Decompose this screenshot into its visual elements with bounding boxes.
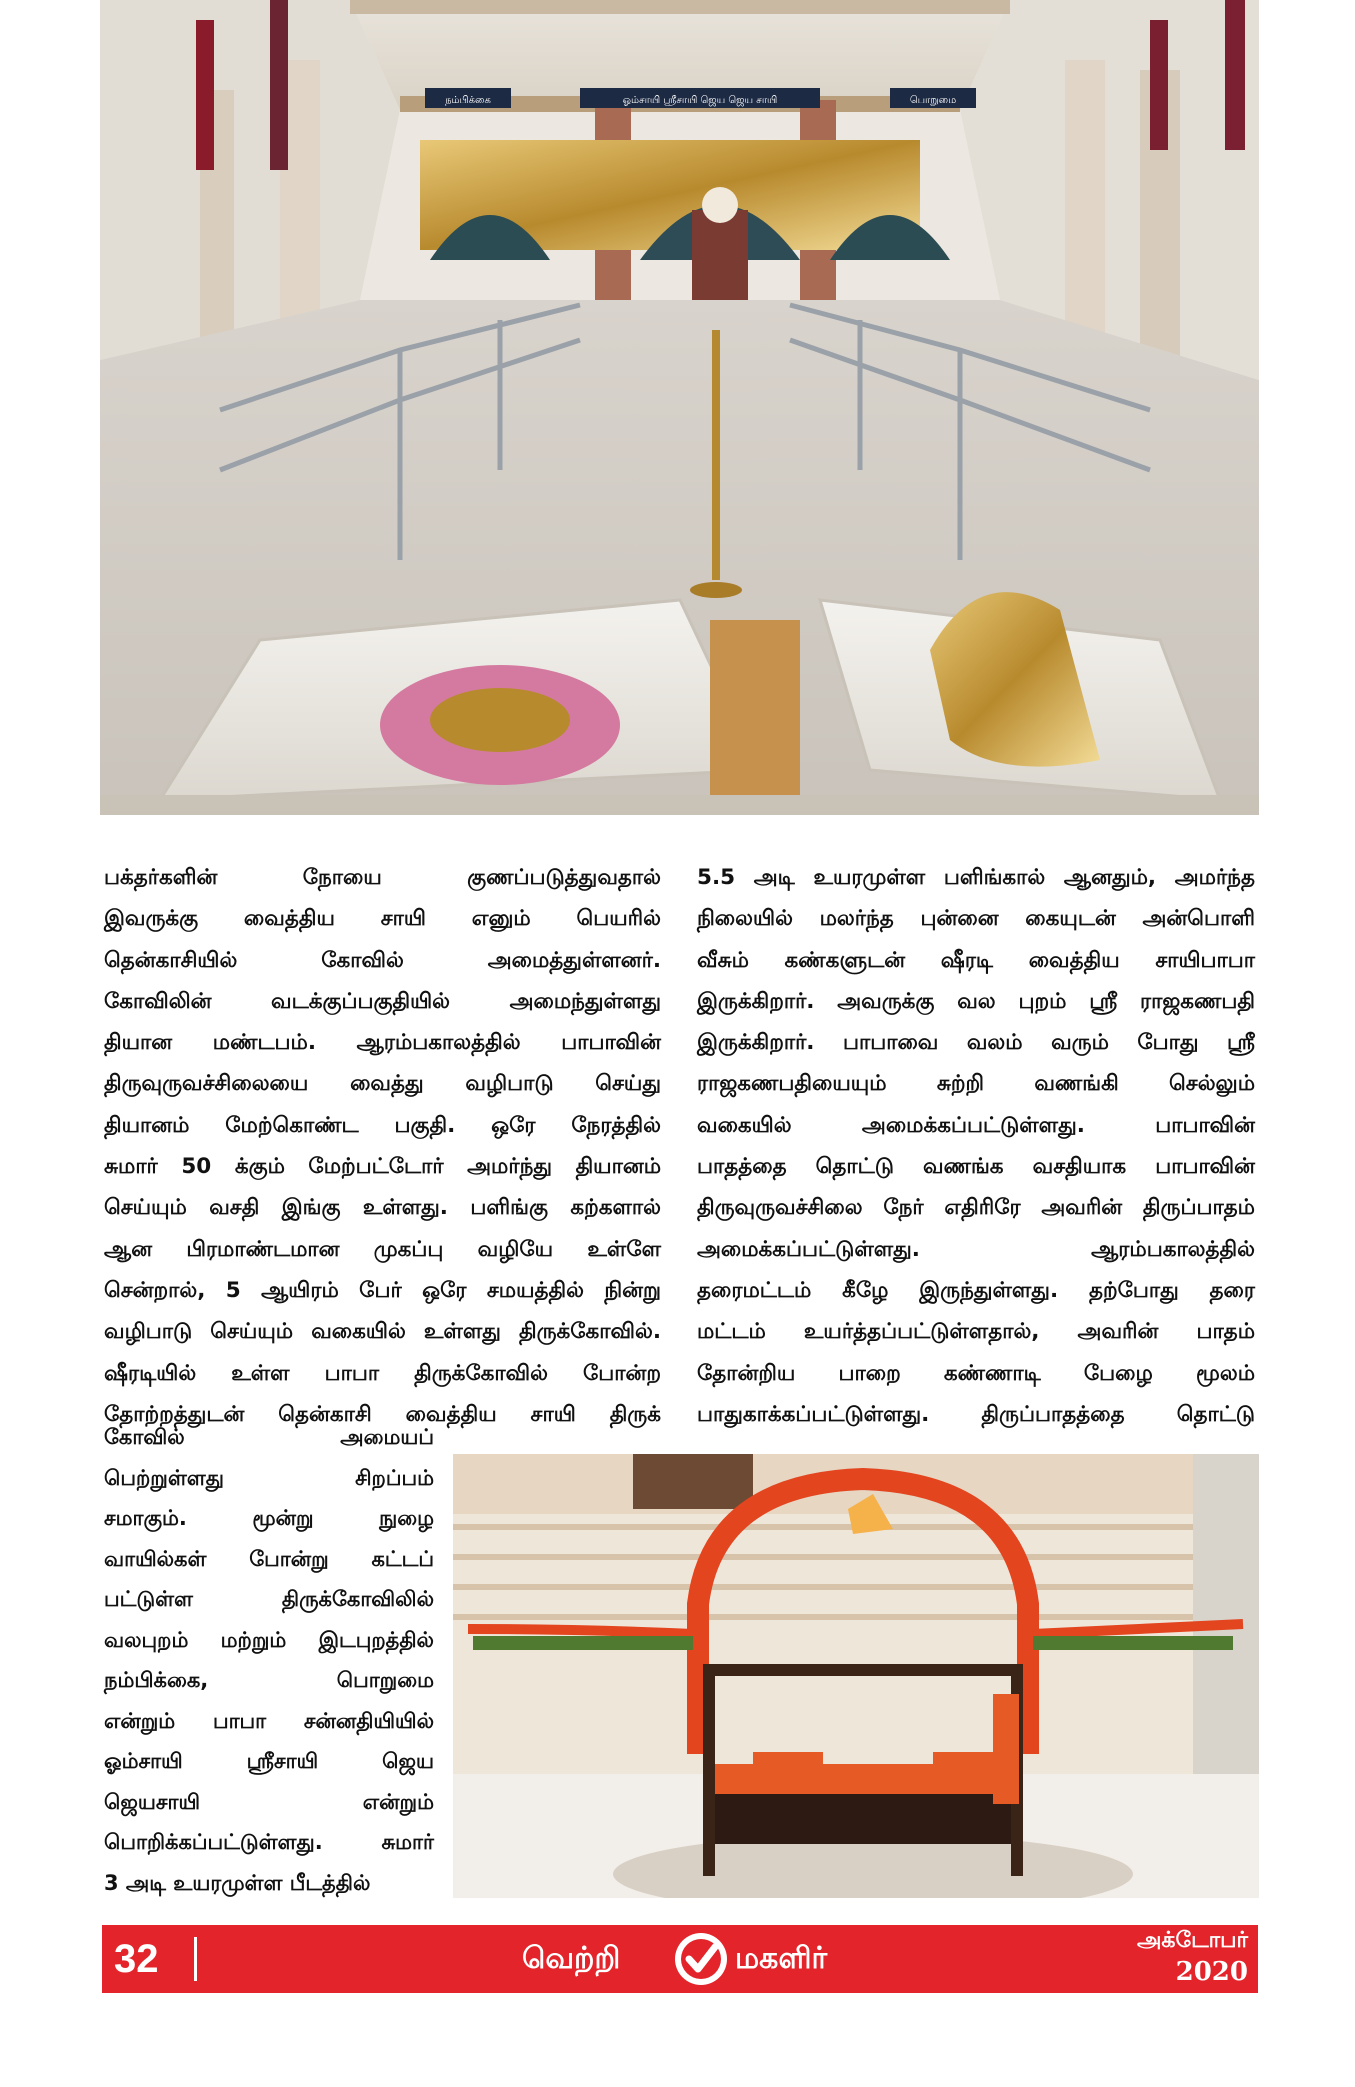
article-line: தோற்றத்துடன் தென்காசி வைத்திய சாயி திருக் — [104, 1401, 661, 1427]
swing-illustration — [453, 1454, 1259, 1898]
article-line: வகையில் அமைக்கப்பட்டுள்ளது. பாபாவின் — [697, 1112, 1255, 1138]
article-line: நிலையில் மலர்ந்த புன்னை கையுடன் அன்பொளி — [697, 906, 1255, 932]
issue-month: அக்டோபர் — [1136, 1928, 1248, 1953]
article-line: சமாகும். மூன்று நுழை — [104, 1506, 434, 1530]
article-left-column — [104, 857, 661, 1435]
article-line: இருக்கிறார். அவருக்கு வல புறம் ஸ்ரீ ராஜகணபதி — [697, 988, 1255, 1014]
checkmark-icon — [673, 1931, 729, 1987]
article-line: 3 அடி உயரமுள்ள பீடத்தில் — [104, 1870, 371, 1895]
article-line: ஓம்சாயி ஸ்ரீசாயி ஜெய — [104, 1749, 434, 1773]
article-line: வழிபாடு செய்யும் வகையில் உள்ளது திருக்கோவில். — [104, 1319, 661, 1345]
article-line: 5.5 அடி உயரமுள்ள பளிங்கால் ஆனதும், அமர்ந்த — [697, 865, 1255, 890]
article-line: திருவுருவச்சிலை நேர் எதிரிரே அவரின் திருப்பாதம் — [697, 1195, 1255, 1221]
article-line: இவருக்கு வைத்திய சாயி எனும் பெயரில் — [104, 906, 661, 932]
article-line: என்றும் பாபா சன்னதியியில் — [104, 1708, 434, 1733]
article-line: பக்தர்களின் நோயை குணப்படுத்துவதால் — [104, 865, 661, 890]
sign-endurance: பொறுமை — [909, 95, 957, 106]
temple-interior-photo — [100, 0, 1259, 815]
article-line: ஷீரடியில் உள்ள பாபா திருக்கோவில் போன்ற — [104, 1360, 661, 1386]
brand-name-first: வெற்றி — [522, 1941, 621, 1976]
issue-year: 2020 — [1175, 1957, 1248, 1987]
article-right-column — [697, 857, 1255, 1435]
article-line: ராஜகணபதியையும் சுற்றி வணங்கி செல்லும் — [697, 1071, 1255, 1097]
article-line: வாயில்கள் போன்று கட்டப் — [104, 1546, 434, 1571]
article-line: பொறிக்கப்பட்டுள்ளது. சுமார் — [104, 1830, 434, 1854]
article-line: வீசும் கண்களுடன் ஷீரடி வைத்திய சாயிபாபா — [697, 947, 1255, 973]
article-line: தரைமட்டம் கீழே இருந்துள்ளது. தற்போது தரை — [697, 1277, 1255, 1303]
temple-interior-illustration — [100, 0, 1259, 815]
article-line: ஆன பிரமாண்டமான முகப்பு வழியே உள்ளே — [104, 1236, 661, 1262]
brand-name-second: மகளிர் — [735, 1941, 828, 1976]
article-line: பாதுகாக்கப்பட்டுள்ளது. திருப்பாதத்தை தொட்டு — [697, 1401, 1255, 1427]
article-line: திருவுருவச்சிலையை வைத்து வழிபாடு செய்து — [104, 1071, 661, 1097]
article-line: நம்பிக்கை, பொறுமை — [104, 1668, 434, 1692]
article-line: தோன்றிய பாறை கண்ணாடி பேழை மூலம் — [697, 1360, 1255, 1386]
article-line: பட்டுள்ள திருக்கோவிலில் — [104, 1587, 434, 1611]
sign-patience: நம்பிக்கை — [445, 95, 491, 106]
article-line: வலபுறம் மற்றும் இடபுறத்தில் — [104, 1627, 434, 1652]
article-line: கோவிலின் வடக்குப்பகுதியில் அமைந்துள்ளது — [104, 988, 661, 1014]
article-line: பெற்றுள்ளது சிறப்பம் — [104, 1465, 434, 1490]
article-line: இருக்கிறார். பாபாவை வலம் வரும் போது ஸ்ரீ — [697, 1030, 1255, 1056]
page-footer — [102, 1925, 1258, 1993]
footer-divider — [194, 1937, 197, 1981]
article-line: மட்டம் உயர்த்தப்பட்டுள்ளதால், அவரின் பாதம் — [697, 1319, 1255, 1345]
article-wrap-column — [104, 1417, 434, 1903]
article-line: செய்யும் வசதி இங்கு உள்ளது. பளிங்கு கற்களால் — [104, 1195, 661, 1221]
article-line: சென்றால், 5 ஆயிரம் பேர் ஒரே சமயத்தில் நின்று — [104, 1277, 661, 1303]
article-line: பாதத்தை தொட்டு வணங்க வசதியாக பாபாவின் — [697, 1154, 1255, 1180]
page-number: 32 — [114, 1937, 159, 1981]
article-line: தியானம் மேற்கொண்ட பகுதி. ஒரே நேரத்தில் — [104, 1112, 661, 1138]
article-line: ஜெயசாயி என்றும் — [104, 1789, 434, 1814]
swing-photo — [453, 1454, 1259, 1898]
article-line: தியான மண்டபம். ஆரம்பகாலத்தில் பாபாவின் — [104, 1030, 661, 1056]
article-line: சுமார் 50 க்கும் மேற்பட்டோர் அமர்ந்து தியானம் — [104, 1154, 661, 1180]
sign-omsai: ஓம்சாயி ஸ்ரீசாயி ஜெய ஜெய சாயி — [622, 95, 778, 106]
article-line: கோவில் அமையப் — [104, 1425, 434, 1449]
article-line: தென்காசியில் கோவில் அமைத்துள்ளனர். — [104, 947, 661, 973]
article-line: அமைக்கப்பட்டுள்ளது. ஆரம்பகாலத்தில் — [697, 1236, 1255, 1262]
